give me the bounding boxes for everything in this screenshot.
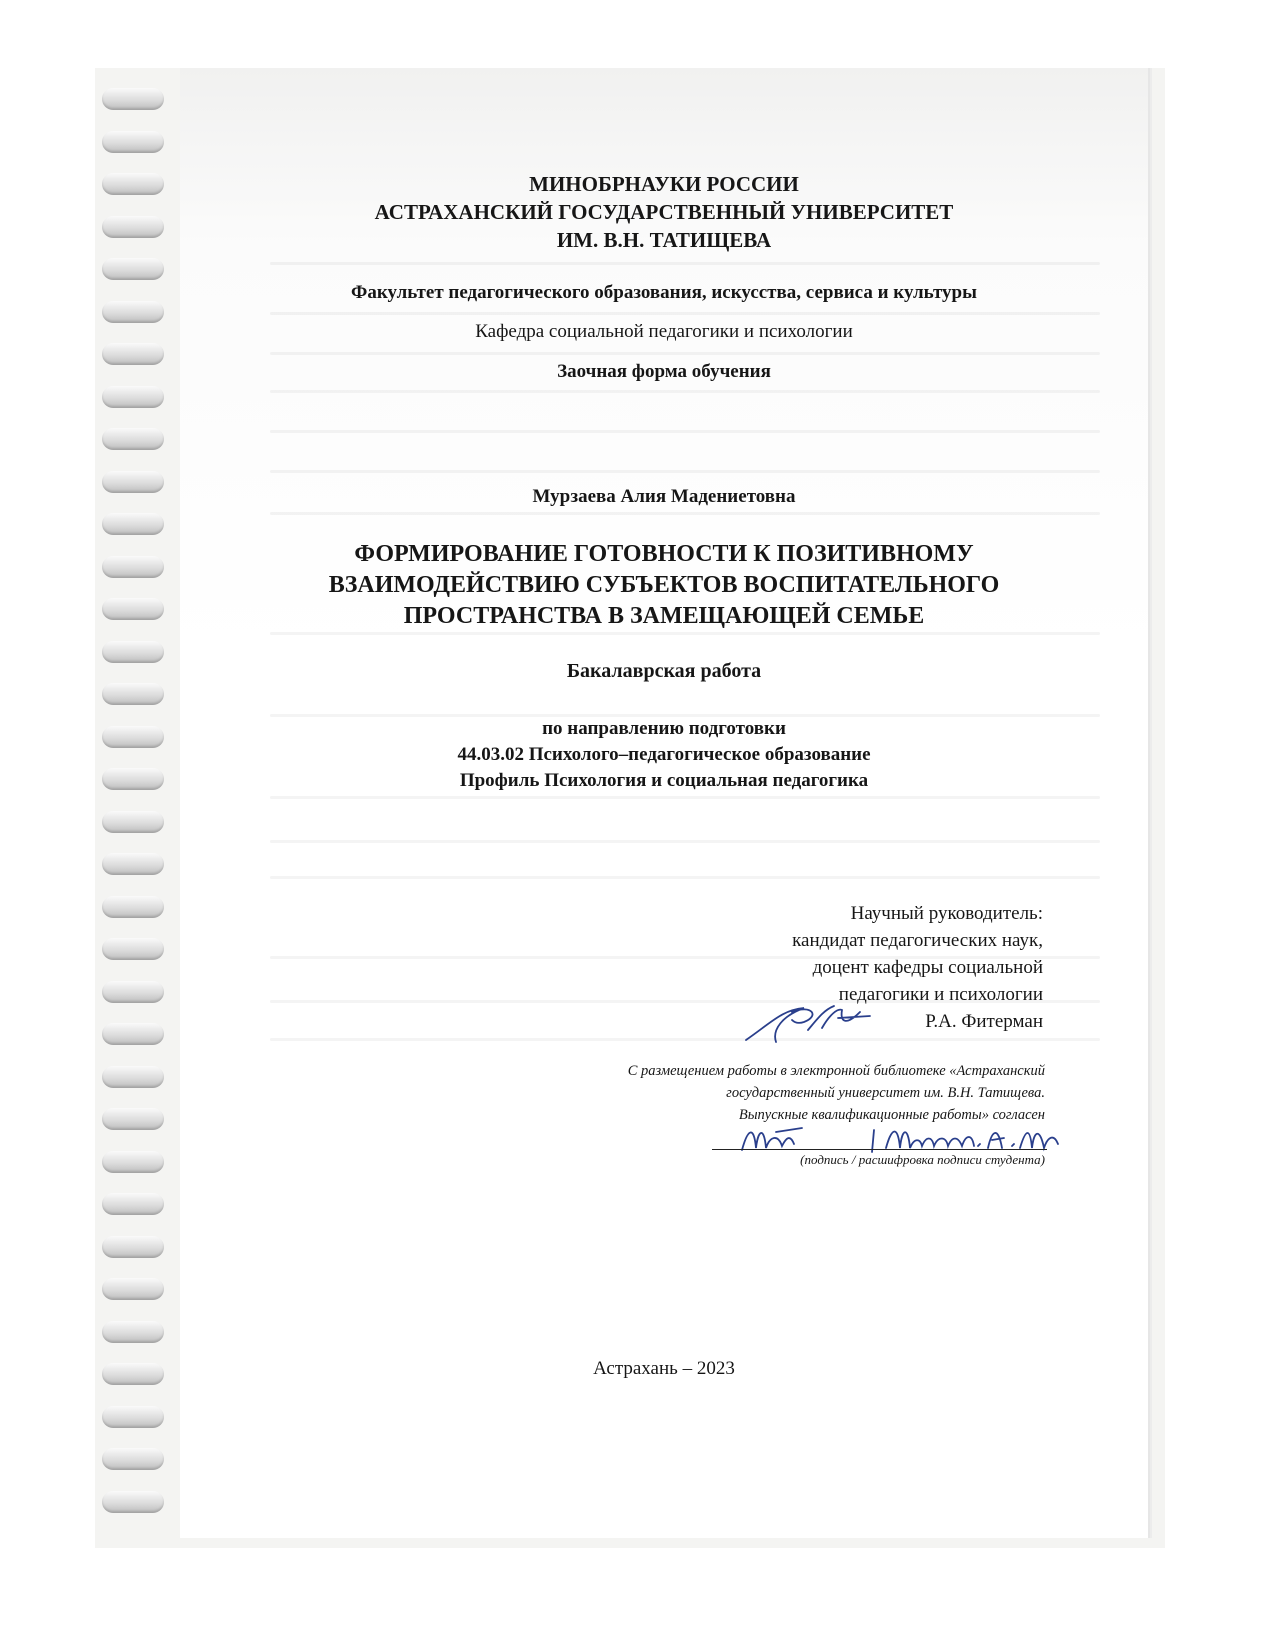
binding-ring: [102, 131, 164, 153]
faculty-line: Факультет педагогического образования, искусства, сервиса и культуры: [351, 282, 977, 303]
binding-ring: [102, 1236, 164, 1258]
binding-ring: [102, 1363, 164, 1385]
binding-ring: [102, 1023, 164, 1045]
binding-ring: [102, 938, 164, 960]
binding-ring: [102, 173, 164, 195]
binding-ring: [102, 1193, 164, 1215]
binding-ring: [102, 768, 164, 790]
binding-ring: [102, 1151, 164, 1173]
named-after-line: ИМ. В.Н. ТАТИЩЕВА: [556, 228, 772, 252]
binding-ring: [102, 641, 164, 663]
binding-ring: [102, 1278, 164, 1300]
ministry-line: МИНОБРНАУКИ РОССИИ: [529, 172, 799, 196]
binding-ring: [102, 1448, 164, 1470]
signature-line: [712, 1149, 1047, 1150]
binding-ring: [102, 598, 164, 620]
binding-ring: [102, 726, 164, 748]
binding-ring: [102, 1108, 164, 1130]
binding-ring: [102, 88, 164, 110]
binding-ring: [102, 1406, 164, 1428]
title-line: ФОРМИРОВАНИЕ ГОТОВНОСТИ К ПОЗИТИВНОМУ: [354, 541, 974, 567]
binding-ring: [102, 1491, 164, 1513]
binding-ring: [102, 428, 164, 450]
study-form-line: Заочная форма обучения: [557, 361, 771, 382]
university-line: АСТРАХАНСКИЙ ГОСУДАРСТВЕННЫЙ УНИВЕРСИТЕТ: [374, 200, 954, 224]
binding-ring: [102, 896, 164, 918]
consent-line: Выпускные квалификационные работы» согласен: [738, 1107, 1045, 1123]
binding-ring: [102, 556, 164, 578]
supervisor-name: Р.А. Фитерман: [925, 1011, 1043, 1032]
binding-ring: [102, 811, 164, 833]
binding-ring: [102, 258, 164, 280]
binding-ring: [102, 386, 164, 408]
consent-line: С размещением работы в электронной библиотеке «Астраханский: [627, 1063, 1045, 1079]
binding-ring: [102, 343, 164, 365]
binding-ring: [102, 683, 164, 705]
direction-code: 44.03.02 Психолого–педагогическое образование: [457, 744, 871, 765]
department-line: Кафедра социальной педагогики и психологии: [475, 321, 853, 342]
institution-header: [180, 170, 1148, 254]
thesis-title: [180, 539, 1148, 632]
binding-ring: [102, 1066, 164, 1088]
work-type: Бакалаврская работа: [566, 660, 762, 682]
author-name: Мурзаева Алия Мадениетовна: [532, 486, 796, 507]
binding-ring: [102, 1321, 164, 1343]
supervisor-label: Научный руководитель:: [850, 903, 1043, 924]
binding-ring: [102, 853, 164, 875]
supervisor-position: доцент кафедры социальной: [812, 957, 1043, 978]
supervisor-degree: кандидат педагогических наук,: [792, 930, 1043, 951]
binding-ring: [102, 513, 164, 535]
binding-ring: [102, 216, 164, 238]
title-line: ПРОСТРАНСТВА В ЗАМЕЩАЮЩЕЙ СЕМЬЕ: [403, 603, 925, 629]
supervisor-position: педагогики и психологии: [838, 984, 1043, 1005]
spiral-binding: [96, 68, 176, 1538]
title-line: ВЗАИМОДЕЙСТВИЮ СУБЪЕКТОВ ВОСПИТАТЕЛЬНОГО: [328, 572, 1000, 598]
city-year: Астрахань – 2023: [593, 1358, 735, 1379]
binding-ring: [102, 981, 164, 1003]
signature-caption: (подпись / расшифровка подписи студента): [800, 1152, 1045, 1167]
direction-block: [180, 716, 1148, 794]
direction-label: по направлению подготовки: [542, 718, 786, 739]
direction-profile: Профиль Психология и социальная педагогика: [459, 770, 869, 791]
library-consent: [485, 1060, 1045, 1126]
supervisor-signature: [742, 1000, 892, 1050]
binding-ring: [102, 301, 164, 323]
consent-line: государственный университет им. В.Н. Татищева.: [726, 1085, 1045, 1101]
binding-ring: [102, 471, 164, 493]
